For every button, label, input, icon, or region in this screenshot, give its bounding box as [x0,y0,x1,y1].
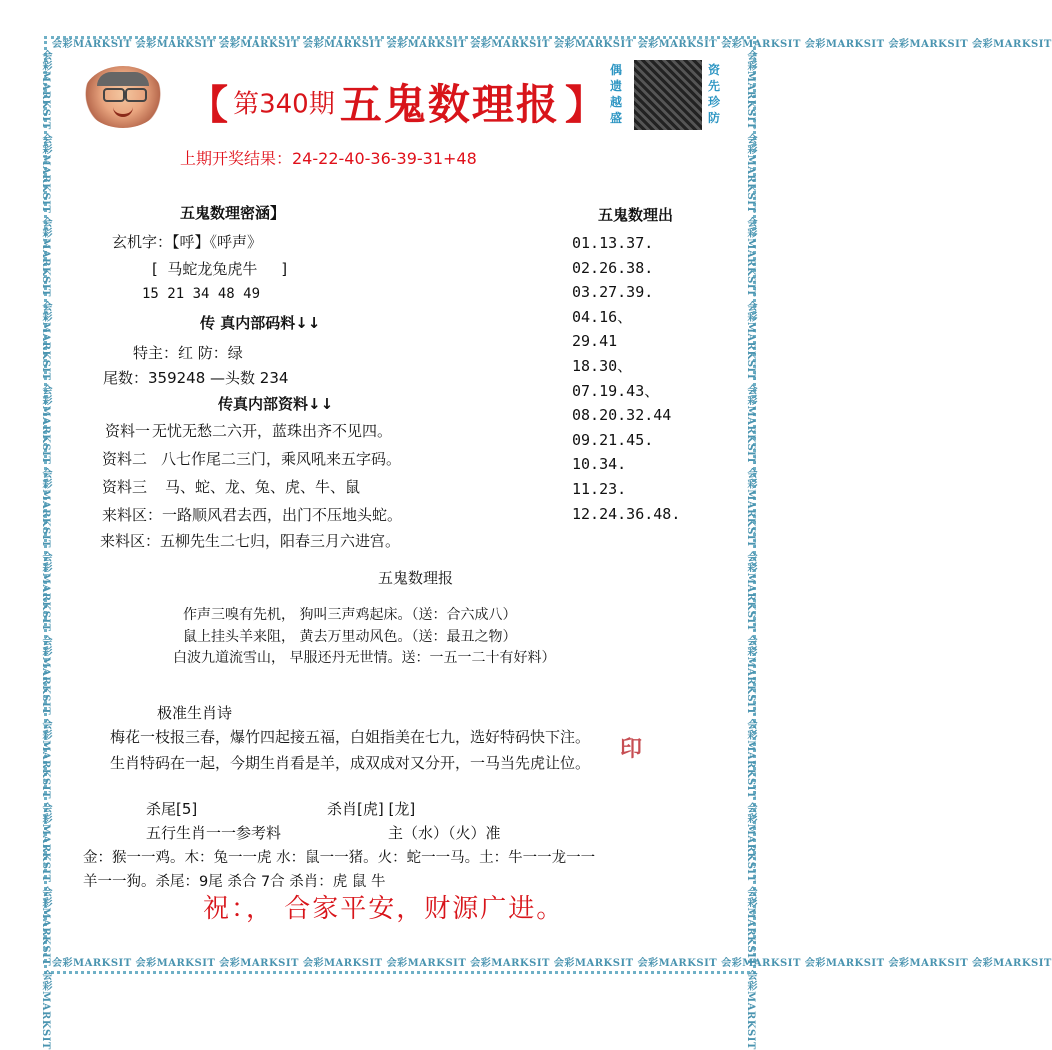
masthead [188,72,605,128]
avatar-hair [97,72,149,86]
info-text: 无忧无愁二六开，蓝珠出齐不见四。 [152,422,393,440]
number-item: 03.27.39. [572,283,654,302]
tail-head-line: 尾数：359248 —头数 234 [103,369,289,387]
numbers-heading: 五鬼数理出 [598,206,674,224]
qr-char: 遗 [610,79,623,93]
number-item: 29.41 [572,332,618,351]
qr-char: 先 [708,79,721,93]
avatar-smile [113,106,133,117]
fax-info-text: 传真内部资料 [218,395,309,413]
zodiac-values: 马蛇龙兔虎牛 [167,260,258,278]
fax-info-heading [218,393,333,414]
zodiac-bracket-open: [ [152,260,158,278]
info-text: 八七作尾二三门，乘风吼来五字码。 [161,450,402,468]
number-item: 01.13.37. [572,234,654,252]
number-item: 11.23. [572,479,627,498]
info-label: 资料一 [105,422,151,440]
info-text: 五柳先生二七归，阳春三月六进宫。 [160,532,401,550]
info-text: 一路顺风君去西，出门不压地头蛇。 [162,506,403,524]
number-item: 10.34. [572,455,627,474]
number-item: 12.24.36.48. [572,504,681,523]
secret-heading: 五鬼数理密涵】 [180,204,286,222]
last-draw-result: 上期开奖结果：24-22-40-36-39-31+48 [180,149,477,168]
qr-char: 偶 [610,63,623,77]
info-label: 来料区： [102,506,163,524]
info-label: 来料区： [100,532,161,550]
poem-line-1: 梅花一枝报三春，爆竹四起接五福，白姐指美在七九，选好特码快下注。 [110,728,591,746]
info-label: 资料二 [102,450,148,468]
border-text-left: 会彩MARKSIT 会彩MARKSIT 会彩MARKSIT 会彩MARKSIT 会彩MARKSIT 会彩MARKSIT 会彩MARKSIT 会彩MARKSIT 会彩MARKSIT 会彩MARKSIT 会彩MARKSIT 会彩MARKSIT [40,50,51,1050]
number-item: 07.19.43、 [572,381,660,400]
mystery-word: 玄机字：【呼】《呼声》 [112,233,263,251]
qr-char: 珍 [708,95,721,109]
qr-char: 盛 [610,111,623,125]
middle-line-1: 作声三嗅有先机， 狗叫三声鸡起床。（送：合六成八） [183,607,517,623]
qr-code-image [634,60,702,130]
info-row-5 [100,530,400,551]
avatar-glasses-right [125,88,147,102]
main-element: 主（水）（火）准 [388,824,501,842]
avatar-glasses-left [103,88,125,102]
issue-number: 第340期 [233,89,335,120]
page-title: 五鬼数理报 [339,80,560,129]
number-item: 04.16、 [572,307,633,326]
info-label: 资料三 [102,478,148,496]
down-arrow-icon: ↓↓ [308,395,334,413]
border-text-top: 会彩MARKSIT 会彩MARKSIT 会彩MARKSIT 会彩MARKSIT 会彩MARKSIT 会彩MARKSIT 会彩MARKSIT 会彩MARKSIT 会彩MARKSIT 会彩MARKSIT 会彩MARKSIT 会彩MARKSIT [52,39,1052,50]
qr-char: 防 [708,111,721,125]
zodiac-bracket-close: ] [281,260,288,278]
number-item: 08.20.32.44 [572,406,672,425]
poem-line-2: 生肖特码在一起，今期生肖看是羊，成双成对又分开，一马当先虎让位。 [110,754,591,772]
bracket-close: 】 [564,81,605,129]
number-item: 09.21.45. [572,430,654,449]
qr-side-text-right [708,62,726,126]
border-text-right: 会彩MARKSIT 会彩MARKSIT 会彩MARKSIT 会彩MARKSIT 会彩MARKSIT 会彩MARKSIT 会彩MARKSIT 会彩MARKSIT 会彩MARKSIT 会彩MARKSIT 会彩MARKSIT 会彩MARKSIT [745,50,756,1050]
info-text: 马、蛇、龙、兔、虎、牛、鼠 [165,478,361,496]
middle-line-3: 白波九道流雪山， 早服还丹无世情。送：一五一二十有好料） [173,650,556,666]
qr-side-text-left [610,62,628,126]
poem-title: 极准生肖诗 [157,704,233,722]
info-row-3 [102,476,360,497]
number-item: 18.30、 [572,356,633,375]
qr-code-panel [608,58,728,132]
qr-char: 越 [610,95,623,109]
info-row-4 [102,504,402,525]
info-row-1 [105,420,392,441]
zodiac-list [152,258,287,279]
elements-line-1: 金：猴一一鸡。木：兔一一虎 水：鼠一一猪。火：蛇一一马。土：牛一一龙一一 [83,850,596,866]
red-seal-stamp: 印 [620,736,643,762]
border-text-bottom: 会彩MARKSIT 会彩MARKSIT 会彩MARKSIT 会彩MARKSIT 会彩MARKSIT 会彩MARKSIT 会彩MARKSIT 会彩MARKSIT 会彩MARKSIT 会彩MARKSIT 会彩MARKSIT 会彩MARKSIT [52,958,1052,969]
number-item: 02.26.38. [572,258,654,277]
number-column [572,231,681,523]
bracket-open: 【 [188,81,228,129]
blessing: 祝：， 合家平安，财源广进。 [203,894,565,924]
kill-tail: 杀尾[5] [146,800,198,818]
down-arrow-icon: ↓↓ [295,314,321,332]
middle-title: 五鬼数理报 [378,569,454,587]
elements-line-2: 羊一一狗。杀尾：9尾 杀合 7合 杀肖：虎 鼠 牛 [83,874,386,890]
fax-code-heading [200,312,320,333]
fax-code-text: 传 真内部码料 [200,314,296,332]
qr-char: 资 [708,63,721,77]
avatar [83,66,163,128]
info-row-2 [102,448,401,469]
number-list: 15 21 34 48 49 [142,286,261,302]
special-line: 特主：红 防：绿 [133,344,243,362]
five-elements-heading: 五行生肖一一参考料 [146,824,282,842]
middle-line-2: 鼠上挂头羊来阻， 黄去万里动风色。（送：最丑之物） [183,629,517,645]
kill-zodiac: 杀肖[虎] [龙] [327,800,416,818]
